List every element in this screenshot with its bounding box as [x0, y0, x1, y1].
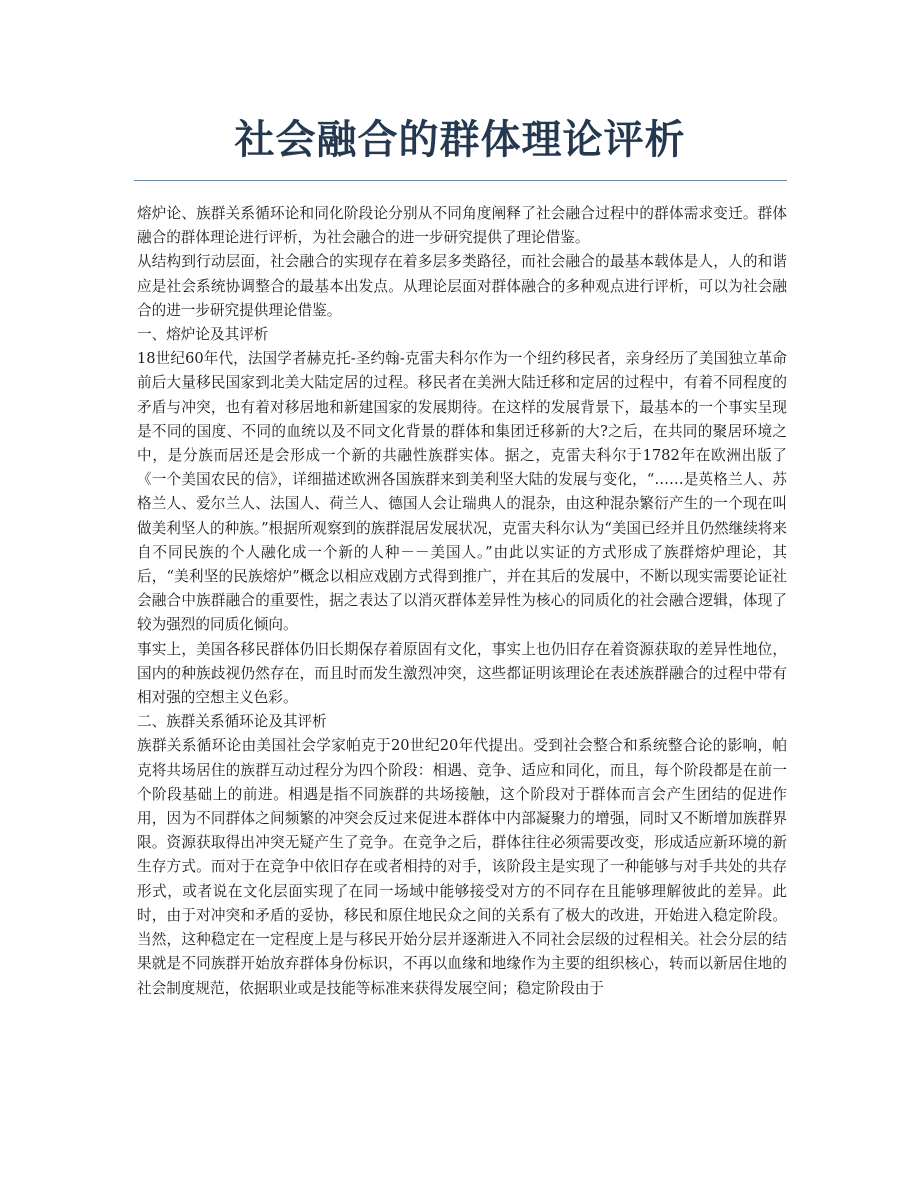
title-divider [134, 180, 787, 181]
abstract-paragraph: 熔炉论、族群关系循环论和同化阶段论分别从不同角度阐释了社会融合过程中的群体需求变迁。群体融合的群体理论进行评析，为社会融合的进一步研究提供了理论借鉴。 [137, 205, 787, 247]
melting-pot-paragraph: 18世纪60年代，法国学者赫克托-圣约翰-克雷夫科尔作为一个纽约移民者，亲身经历了美国独立革命前后大量移民国家到北美大陆定居的过程。移民者在美洲大陆迁移和定居的过程中，有着不同程度的矛盾与冲突，也有着对移居地和新建国家的发展期待。在这样的发展背景下，最基本的一个事实呈现是不同的国度、不同的血统以及不同文化背景的群体和集团迁移新的大?之后，在共同的聚居环境之中，是分族而居还是会形成一个新的共融性族群实体。据之，克雷夫科尔于1782年在欧洲出版了《一个美国农民的信》，详细描述欧洲各国族群来到美利坚大陆的发展与变化，“……是英格兰人、苏格兰人、爱尔兰人、法国人、荷兰人、德国人会让瑞典人的混杂，由这种混杂繁衍产生的一个现在叫做美利坚人的种族。”根据所观察到的族群混居发展状况，克雷夫科尔认为“美国已经并且仍然继续将来自不同民族的个人融化成一个新的人种－－美国人。”由此以实证的方式形成了族群熔炉理论，其后，“美利坚的民族熔炉”概念以相应戏剧方式得到推广，并在其后的发展中，不断以现实需要论证社会融合中族群融合的重要性，据之表达了以消灭群体差异性为核心的同质化的社会融合逻辑，体现了较为强烈的同质化倾向。 [137, 350, 787, 634]
melting-pot-critique-paragraph: 事实上，美国各移民群体仍旧长期保存着原固有文化，事实上也仍旧存在着资源获取的差异性地位，国内的种族歧视仍然存在，而且时而发生激烈冲突，这些都证明该理论在表述族群融合的过程中带有相对强的空想主义色彩。 [137, 640, 787, 707]
section-heading-race-relations-cycle: 二、族群关系循环论及其评析 [137, 713, 327, 731]
race-relations-cycle-paragraph: 族群关系循环论由美国社会学家帕克于20世纪20年代提出。受到社会整合和系统整合论的影响，帕克将共场居住的族群互动过程分为四个阶段：相遇、竞争、适应和同化，而且，每个阶段都是在前一个阶段基础上的前进。相遇是指不同族群的共场接触，这个阶段对于群体而言会产生团结的促进作用，因为不同群体之间频繁的冲突会反过来促进本群体中内部凝聚力的增强，同时又不断增加族群界限。资源获取得出冲突无疑产生了竞争。在竞争之后，群体往往必须需要改变，形成适应新环境的新生存方式。而对于在竞争中依旧存在或者相持的对手，该阶段主是实现了一种能够与对手共处的共存形式，或者说在文化层面实现了在同一场域中能够接受对方的不同存在且能够理解彼此的差异。此时，由于对冲突和矛盾的妥协，移民和原住地民众之间的关系有了极大的改进，开始进入稳定阶段。当然，这种稳定在一定程度上是与移民开始分层并逐渐进入不同社会层级的过程相关。社会分层的结果就是不同族群开始放弃群体身份标识，不再以血缘和地缘作为主要的组织核心，转而以新居住地的社会制度规范，依据职业或是技能等标准来获得发展空间；稳定阶段由于 [137, 737, 787, 997]
intro-paragraph: 从结构到行动层面，社会融合的实现存在着多层多类路径，而社会融合的最基本载体是人，人的和谐应是社会系统协调整合的最基本出发点。从理论层面对群体融合的多种观点进行评析，可以为社会融合的进一步研究提供理论借鉴。 [137, 253, 787, 319]
section-heading-melting-pot: 一、熔炉论及其评析 [137, 326, 269, 344]
document-body [137, 202, 787, 1001]
document-title: 社会融合的群体理论评析 [234, 117, 686, 163]
